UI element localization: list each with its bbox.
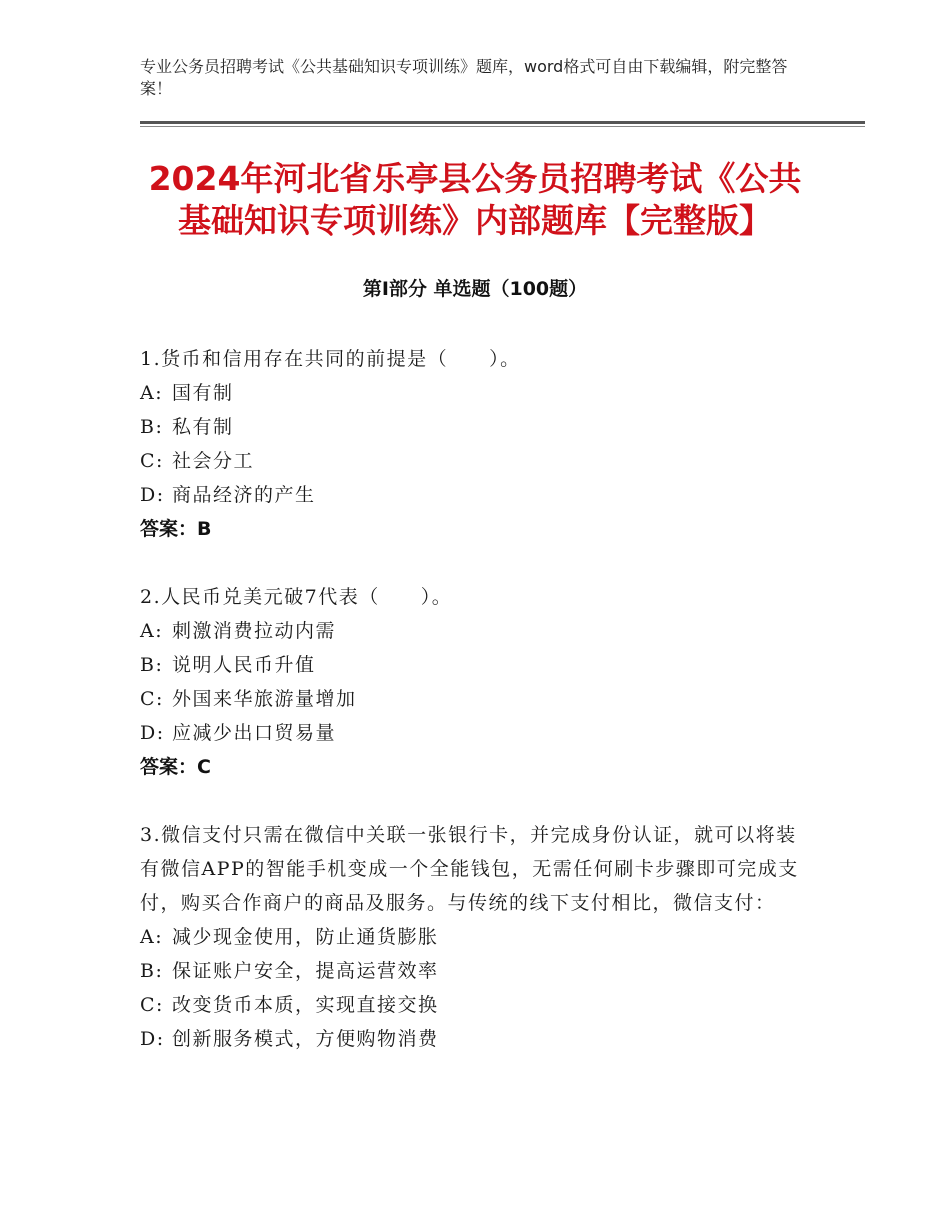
question-1 — [140, 342, 805, 546]
option-letter: C: — [140, 688, 164, 710]
question-stem: 2.人民币兑美元破7代表（ ）。 — [140, 586, 453, 608]
question-list — [140, 342, 805, 1090]
option-text: 减少现金使用，防止通货膨胀 — [172, 926, 439, 948]
title-line-2: 基础知识专项训练》内部题库【完整版】 — [178, 201, 772, 240]
question-2 — [140, 580, 805, 784]
option-letter: A: — [140, 926, 164, 948]
option-d — [140, 478, 805, 512]
option-text: 国有制 — [172, 382, 234, 404]
question-3 — [140, 818, 805, 1056]
option-d — [140, 1022, 805, 1056]
option-text: 社会分工 — [172, 450, 255, 472]
answer: 答案：B — [140, 518, 212, 540]
option-text: 说明人民币升值 — [172, 654, 316, 676]
option-letter: B: — [140, 960, 164, 982]
title-line-1: 2024年河北省乐亭县公务员招聘考试《公共 — [148, 159, 802, 198]
option-letter: A: — [140, 620, 164, 642]
question-stem: 3.微信支付只需在微信中关联一张银行卡，并完成身份认证，就可以将装有微信APP的智能手机变成一个全能钱包，无需任何刷卡步骤即可完成支付，购买合作商户的商品及服务。与传统的线下支付相比，微信支付： — [140, 824, 799, 914]
option-text: 私有制 — [172, 416, 234, 438]
option-letter: D: — [140, 1028, 165, 1050]
header-rule-thick — [140, 121, 865, 124]
option-b — [140, 410, 805, 444]
answer: 答案：C — [140, 756, 211, 778]
option-text: 改变货币本质，实现直接交换 — [172, 994, 439, 1016]
header-note: 专业公务员招聘考试《公共基础知识专项训练》题库，word格式可自由下载编辑，附完整答案！ — [140, 57, 788, 98]
option-c — [140, 988, 805, 1022]
option-letter: A: — [140, 382, 164, 404]
option-c — [140, 444, 805, 478]
option-letter: B: — [140, 654, 164, 676]
option-b — [140, 954, 805, 988]
option-text: 创新服务模式，方便购物消费 — [172, 1028, 439, 1050]
option-text: 外国来华旅游量增加 — [172, 688, 357, 710]
option-text: 刺激消费拉动内需 — [172, 620, 337, 642]
question-stem: 1.货币和信用存在共同的前提是（ ）。 — [140, 348, 521, 370]
document-title — [120, 158, 830, 242]
section-title: 第Ⅰ部分 单选题（100题） — [362, 278, 588, 300]
option-text: 应减少出口贸易量 — [172, 722, 337, 744]
option-letter: D: — [140, 722, 165, 744]
header-rule-thin — [140, 126, 865, 127]
option-letter: C: — [140, 994, 164, 1016]
option-a — [140, 614, 805, 648]
option-a — [140, 920, 805, 954]
option-b — [140, 648, 805, 682]
option-text: 商品经济的产生 — [172, 484, 316, 506]
option-text: 保证账户安全，提高运营效率 — [172, 960, 439, 982]
option-letter: D: — [140, 484, 165, 506]
option-letter: B: — [140, 416, 164, 438]
option-a — [140, 376, 805, 410]
option-letter: C: — [140, 450, 164, 472]
option-d — [140, 716, 805, 750]
option-c — [140, 682, 805, 716]
